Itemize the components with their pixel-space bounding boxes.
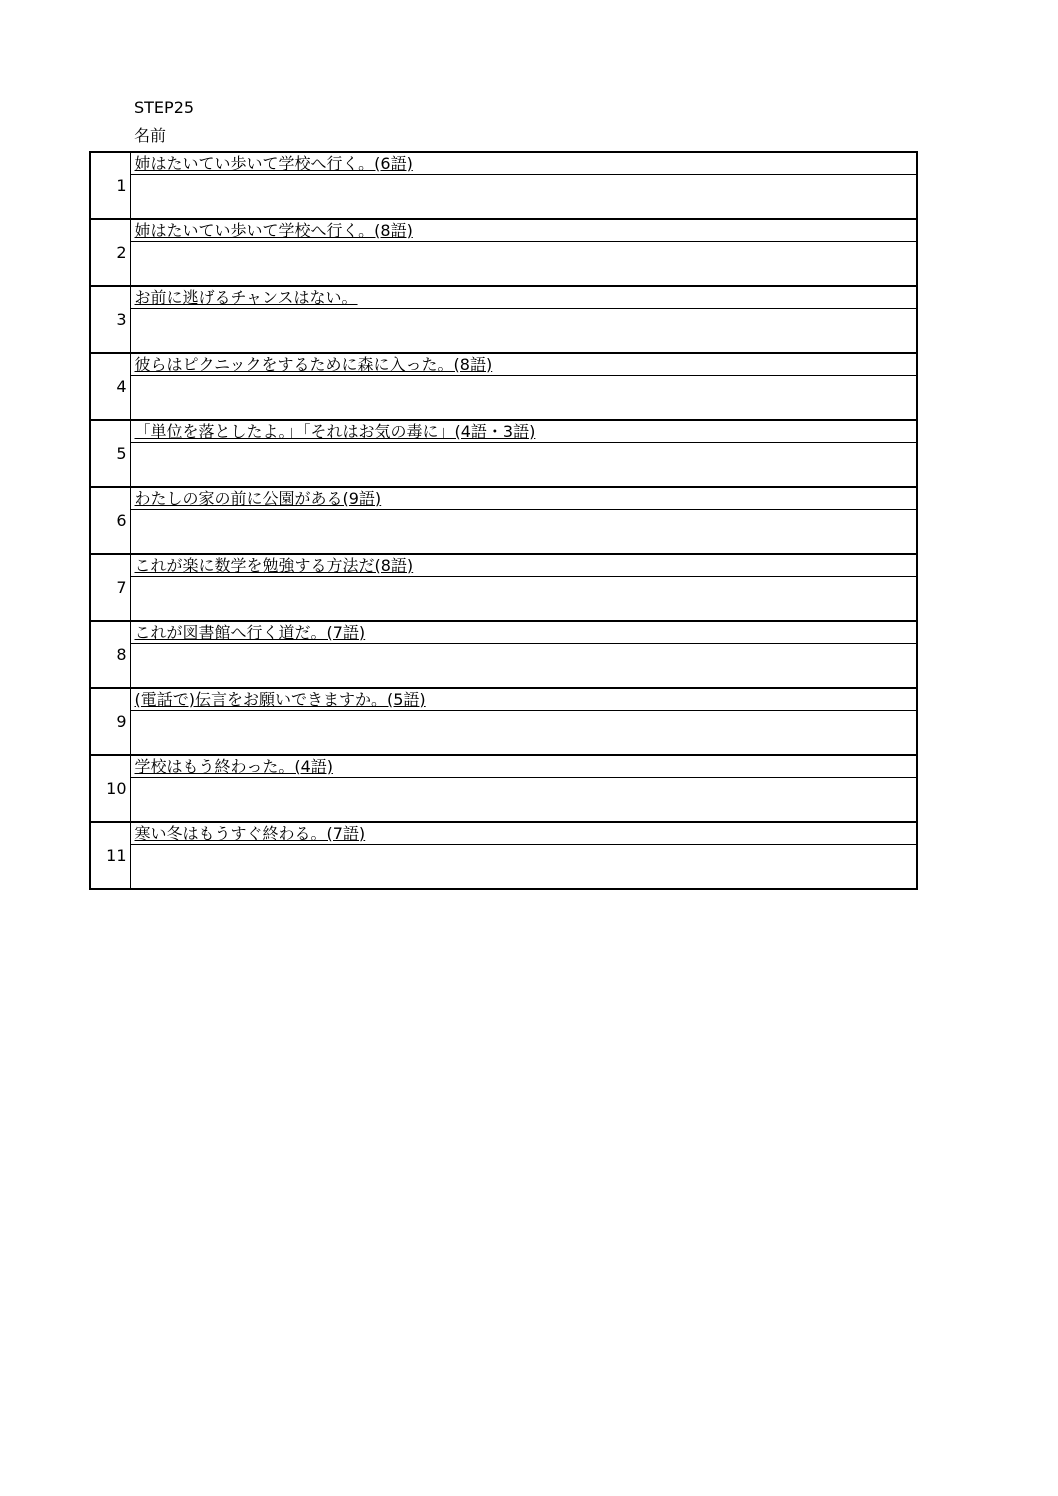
question-prompt-row bbox=[90, 420, 917, 443]
question-prompt-row bbox=[90, 755, 917, 778]
question-prompt-cell bbox=[130, 420, 917, 443]
question-prompt: 学校はもう終わった。(4語) bbox=[134, 756, 334, 776]
step-title: STEP25 bbox=[134, 98, 195, 117]
question-prompt: 姉はたいてい歩いて学校へ行く。(6語) bbox=[134, 153, 413, 173]
answer-row bbox=[90, 644, 917, 689]
answer-row bbox=[90, 309, 917, 354]
question-prompt-cell bbox=[130, 487, 917, 510]
answer-cell[interactable] bbox=[130, 175, 917, 220]
question-prompt: これが楽に数学を勉強する方法だ(8語) bbox=[134, 555, 414, 575]
question-number: 7 bbox=[90, 554, 130, 621]
answer-row bbox=[90, 711, 917, 756]
answer-row bbox=[90, 778, 917, 823]
answer-cell[interactable] bbox=[130, 577, 917, 622]
worksheet-body bbox=[90, 152, 917, 889]
question-prompt: 姉はたいてい歩いて学校へ行く。(8語) bbox=[134, 220, 413, 240]
question-prompt-row bbox=[90, 152, 917, 175]
question-prompt-row bbox=[90, 219, 917, 242]
question-prompt-row bbox=[90, 688, 917, 711]
worksheet-table bbox=[89, 151, 918, 890]
answer-cell[interactable] bbox=[130, 778, 917, 823]
question-prompt-cell bbox=[130, 822, 917, 845]
question-number: 4 bbox=[90, 353, 130, 420]
answer-row bbox=[90, 175, 917, 220]
answer-cell[interactable] bbox=[130, 443, 917, 488]
answer-cell[interactable] bbox=[130, 845, 917, 890]
question-prompt-cell bbox=[130, 621, 917, 644]
question-prompt-cell bbox=[130, 353, 917, 376]
question-prompt-cell bbox=[130, 688, 917, 711]
question-prompt: (電話で)伝言をお願いできますか。(5語) bbox=[134, 689, 426, 709]
question-number: 1 bbox=[90, 152, 130, 219]
question-number: 9 bbox=[90, 688, 130, 755]
question-number: 2 bbox=[90, 219, 130, 286]
answer-cell[interactable] bbox=[130, 510, 917, 555]
question-prompt-cell bbox=[130, 152, 917, 175]
question-prompt-row bbox=[90, 286, 917, 309]
question-prompt-row bbox=[90, 353, 917, 376]
answer-cell[interactable] bbox=[130, 644, 917, 689]
answer-cell[interactable] bbox=[130, 309, 917, 354]
question-prompt-row bbox=[90, 621, 917, 644]
question-prompt-row bbox=[90, 487, 917, 510]
question-number: 5 bbox=[90, 420, 130, 487]
question-prompt-row bbox=[90, 554, 917, 577]
answer-row bbox=[90, 845, 917, 890]
answer-cell[interactable] bbox=[130, 242, 917, 287]
question-prompt: 「単位を落としたよ。」「それはお気の毒に」(4語・3語) bbox=[134, 421, 536, 441]
question-prompt: お前に逃げるチャンスはない。 bbox=[134, 287, 358, 307]
question-prompt: 彼らはピクニックをするために森に入った。(8語) bbox=[134, 354, 493, 374]
answer-row bbox=[90, 510, 917, 555]
question-prompt-row bbox=[90, 822, 917, 845]
question-prompt-cell bbox=[130, 554, 917, 577]
answer-row bbox=[90, 577, 917, 622]
question-prompt: わたしの家の前に公園がある(9語) bbox=[134, 488, 382, 508]
question-prompt: これが図書館へ行く道だ。(7語) bbox=[134, 622, 366, 642]
answer-cell[interactable] bbox=[130, 711, 917, 756]
question-number: 6 bbox=[90, 487, 130, 554]
answer-row bbox=[90, 242, 917, 287]
question-prompt-cell bbox=[130, 219, 917, 242]
question-number: 10 bbox=[90, 755, 130, 822]
question-prompt: 寒い冬はもうすぐ終わる。(7語) bbox=[134, 823, 366, 843]
question-prompt-cell bbox=[130, 755, 917, 778]
question-number: 3 bbox=[90, 286, 130, 353]
name-label: 名前 bbox=[134, 126, 167, 145]
question-prompt-cell bbox=[130, 286, 917, 309]
question-number: 11 bbox=[90, 822, 130, 889]
answer-row bbox=[90, 376, 917, 421]
question-number: 8 bbox=[90, 621, 130, 688]
answer-cell[interactable] bbox=[130, 376, 917, 421]
answer-row bbox=[90, 443, 917, 488]
